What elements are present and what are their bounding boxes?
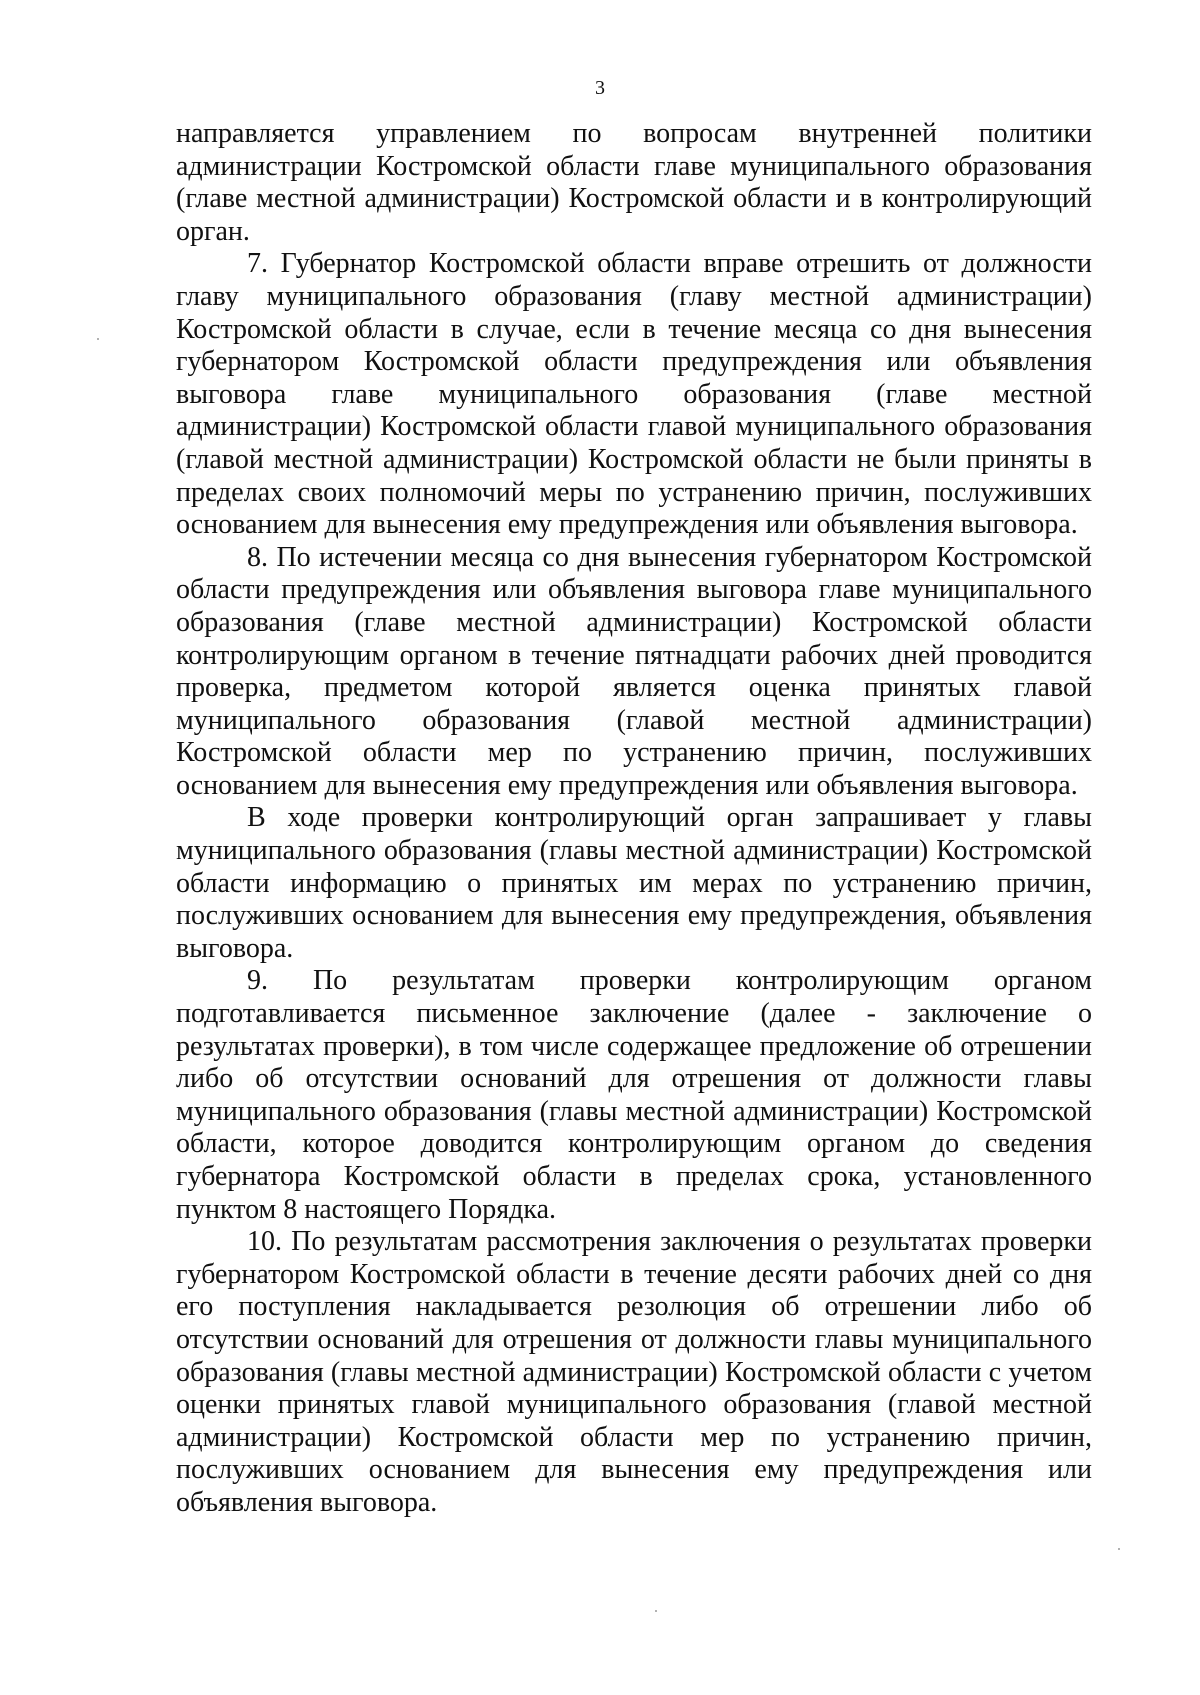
paragraph-item-7: 7. Губернатор Костромской области вправе отрешить от должности главу муниципального образования (главу местной администрации) Костромской области в случае, если в течение месяца со дня вынесения губернатором Костромской области предупреждения или объявления выговора главе муниципального образования (главе местной администрации) Костромской области главой муниципального образования (главой местной администрации) Костромской области не были приняты в пределах своих полномочий меры по устранению причин, послуживших основанием для вынесения ему предупреждения или объявления выговора. <box>176 248 1092 541</box>
scan-speck <box>97 338 99 340</box>
paragraph-item-8-check: В ходе проверки контролирующий орган запрашивает у главы муниципального образования (главы местной администрации) Костромской области информацию о принятых им мерах по устранению причин, послуживших основанием для вынесения ему предупреждения, объявления выговора. <box>176 802 1092 964</box>
paragraph-item-9: 9. По результатам проверки контролирующим органом подготавливается письменное заключение (далее - заключение о результатах проверки), в том числе содержащее предложение об отрешении либо об отсутствии оснований для отрешения от должности главы муниципального образования (главы местной администрации) Костромской области, которое доводится контролирующим органом до сведения губернатора Костромской области в пределах срока, установленного пунктом 8 настоящего Порядка. <box>176 965 1092 1225</box>
paragraph-continuation: направляется управлением по вопросам внутренней политики администрации Костромской области главе муниципального образования (главе местной администрации) Костромской области и в контролирующий орган. <box>176 118 1092 247</box>
scan-speck <box>1118 1548 1120 1550</box>
scan-speck <box>655 1610 657 1612</box>
page-number: 3 <box>595 77 605 99</box>
paragraph-item-8: 8. По истечении месяца со дня вынесения губернатором Костромской области предупреждения или объявления выговора главе муниципального образования (главе местной администрации) Костромской области контролирующим органом в течение пятнадцати рабочих дней проводится проверка, предметом которой является оценка принятых главой муниципального образования (главой местной администрации) Костромской области мер по устранению причин, послуживших основанием для вынесения ему предупреждения или объявления выговора. <box>176 541 1092 801</box>
paragraph-item-10: 10. По результатам рассмотрения заключения о результатах проверки губернатором Костромской области в течение десяти рабочих дней со дня его поступления накладывается резолюция об отрешении либо об отсутствии оснований для отрешения от должности главы муниципального образования (главы местной администрации) Костромской области с учетом оценки принятых главой муниципального образования (главой местной администрации) Костромской области мер по устранению причин, послуживших основанием для вынесения ему предупреждения или объявления выговора. <box>176 1226 1092 1518</box>
document-body <box>176 118 1092 1520</box>
